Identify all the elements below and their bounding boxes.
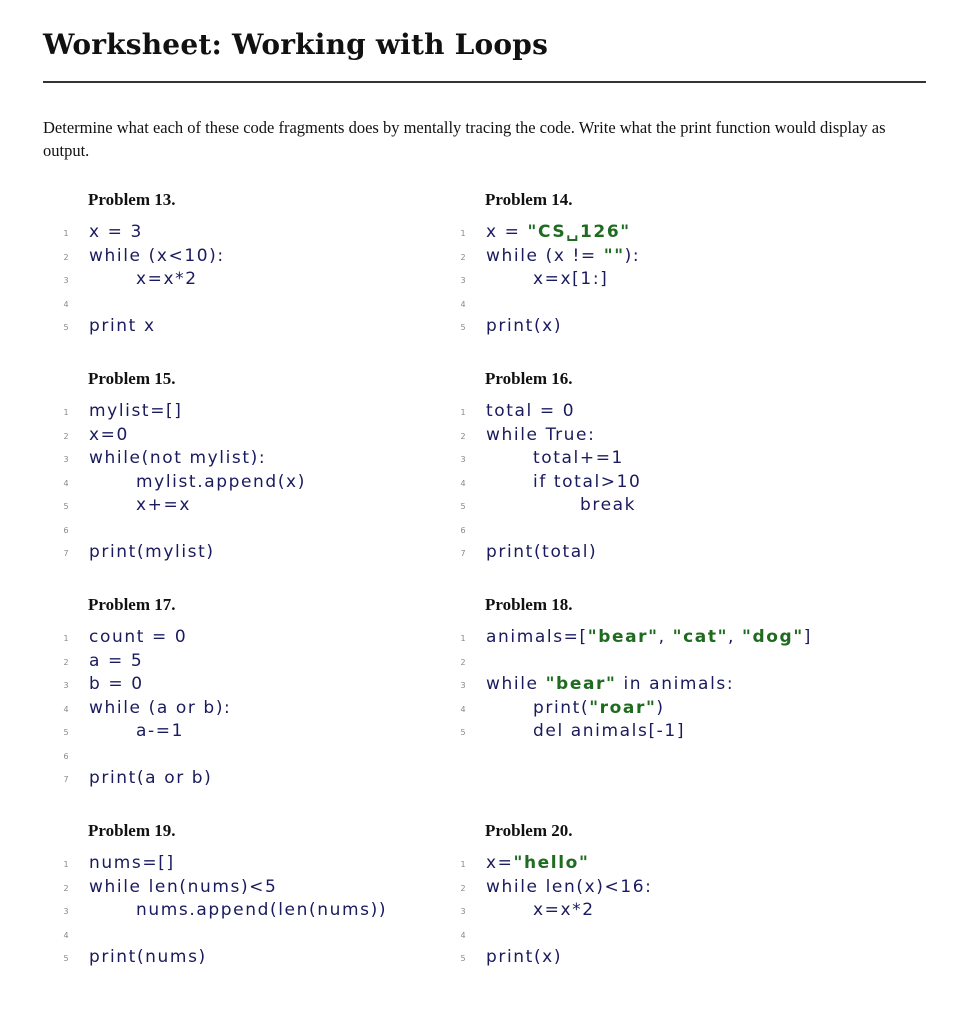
code-line <box>439 316 879 340</box>
line-number: 2 <box>63 252 69 262</box>
line-number: 1 <box>63 229 69 238</box>
code-text: while (a or b): <box>89 697 232 718</box>
line-number: 4 <box>460 478 466 488</box>
line-number: 4 <box>63 478 69 488</box>
code-text: print("roar") <box>533 697 665 718</box>
code-line <box>42 293 482 317</box>
code-line <box>42 425 482 449</box>
code-text: b = 0 <box>89 674 144 694</box>
line-number: 4 <box>460 299 466 309</box>
code-line <box>439 246 879 270</box>
line-number: 5 <box>63 323 69 332</box>
code-text: mylist.append(x) <box>136 471 306 492</box>
code-line <box>439 542 879 566</box>
code-line <box>42 269 482 293</box>
code-listing <box>439 627 879 745</box>
code-listing <box>439 222 879 340</box>
code-text: while (x<10): <box>89 245 225 266</box>
code-text: x=x*2 <box>136 269 198 289</box>
line-number: 3 <box>460 681 466 690</box>
line-number: 5 <box>63 728 69 737</box>
line-number: 5 <box>63 954 69 963</box>
code-listing <box>42 627 482 792</box>
line-number: 5 <box>460 728 466 737</box>
code-line <box>439 674 879 698</box>
line-number: 3 <box>63 276 69 285</box>
string-literal: "hello" <box>513 853 590 873</box>
code-line <box>439 448 879 472</box>
code-line <box>42 877 482 901</box>
line-number: 7 <box>460 549 466 558</box>
line-number: 5 <box>460 954 466 963</box>
string-literal: "bear" <box>587 627 659 647</box>
line-number: 1 <box>460 634 466 643</box>
code-line <box>439 651 879 675</box>
code-listing <box>439 401 879 566</box>
problem-title: Problem 20. <box>485 821 573 840</box>
code-listing <box>42 401 482 566</box>
code-line <box>42 698 482 722</box>
code-text: while (x != ""): <box>486 245 641 266</box>
code-text: print(x) <box>486 947 563 967</box>
code-line <box>42 674 482 698</box>
code-line <box>42 947 482 971</box>
code-text: print x <box>89 316 156 336</box>
code-line <box>439 924 879 948</box>
line-number: 7 <box>63 775 69 784</box>
string-literal: "bear" <box>545 674 617 694</box>
code-listing <box>439 853 879 971</box>
code-line <box>439 222 879 246</box>
code-line <box>42 495 482 519</box>
code-line <box>42 853 482 877</box>
problem-title: Problem 18. <box>485 595 573 614</box>
string-literal: "roar" <box>589 697 657 718</box>
code-line <box>439 401 879 425</box>
code-text: print(x) <box>486 316 563 336</box>
code-text: x = "CS␣126" <box>486 222 631 242</box>
code-line <box>42 519 482 543</box>
line-number: 4 <box>63 299 69 309</box>
code-text: x = 3 <box>89 222 143 242</box>
code-line <box>439 425 879 449</box>
code-line <box>439 269 879 293</box>
code-line <box>439 900 879 924</box>
code-text: nums.append(len(nums)) <box>136 900 388 920</box>
string-literal: "CS␣126" <box>527 222 631 242</box>
line-number: 1 <box>63 860 69 869</box>
code-line <box>42 900 482 924</box>
code-text: total = 0 <box>486 401 576 421</box>
code-line <box>439 877 879 901</box>
code-line <box>42 768 482 792</box>
code-line <box>42 721 482 745</box>
code-text: print(mylist) <box>89 542 215 562</box>
line-number: 2 <box>460 657 466 667</box>
code-line <box>42 627 482 651</box>
code-line <box>42 651 482 675</box>
line-number: 1 <box>460 408 466 417</box>
code-line <box>439 721 879 745</box>
code-text: x=x[1:] <box>533 269 609 289</box>
line-number: 2 <box>63 657 69 667</box>
code-text: print(nums) <box>89 947 207 967</box>
code-line <box>42 924 482 948</box>
code-text: a-=1 <box>136 721 185 741</box>
problem-title: Problem 15. <box>88 369 176 388</box>
line-number: 5 <box>63 502 69 511</box>
line-number: 3 <box>63 455 69 464</box>
code-text: while len(nums)<5 <box>89 876 278 897</box>
code-line <box>439 495 879 519</box>
problem-title: Problem 13. <box>88 190 176 209</box>
line-number: 3 <box>460 455 466 464</box>
code-text: total+=1 <box>533 448 624 468</box>
problem-title: Problem 17. <box>88 595 176 614</box>
line-number: 6 <box>63 751 69 761</box>
code-line <box>42 448 482 472</box>
string-literal: "cat" <box>672 627 729 647</box>
code-text: nums=[] <box>89 853 175 873</box>
instructions: Determine what each of these code fragments does by mentally tracing the code. Write what the print function would display as output. <box>43 118 886 160</box>
line-number: 3 <box>63 907 69 916</box>
code-line <box>42 316 482 340</box>
code-text: x=x*2 <box>533 900 595 920</box>
code-text: if total>10 <box>533 471 642 492</box>
line-number: 7 <box>63 549 69 558</box>
code-line <box>439 519 879 543</box>
code-line <box>42 246 482 270</box>
code-line <box>439 853 879 877</box>
line-number: 5 <box>460 323 466 332</box>
line-number: 3 <box>460 907 466 916</box>
code-line <box>42 745 482 769</box>
line-number: 5 <box>460 502 466 511</box>
string-literal: "dog" <box>742 627 804 647</box>
line-number: 1 <box>460 860 466 869</box>
title-rule <box>43 81 926 83</box>
code-text: print(a or b) <box>89 768 213 788</box>
problem-title: Problem 16. <box>485 369 573 388</box>
line-number: 2 <box>63 883 69 893</box>
code-text: while "bear" in animals: <box>486 674 735 694</box>
line-number: 2 <box>460 252 466 262</box>
line-number: 4 <box>460 704 466 714</box>
code-line <box>42 401 482 425</box>
page-title: Worksheet: Working with Loops <box>43 28 549 61</box>
code-text: mylist=[] <box>89 401 183 421</box>
line-number: 1 <box>63 634 69 643</box>
string-literal: "" <box>603 245 625 266</box>
code-text: break <box>580 495 637 515</box>
line-number: 3 <box>63 681 69 690</box>
code-line <box>439 698 879 722</box>
code-text: animals=["bear", "cat", "dog"] <box>486 627 813 647</box>
problem-title: Problem 19. <box>88 821 176 840</box>
line-number: 6 <box>460 525 466 535</box>
code-text: x+=x <box>136 495 192 515</box>
code-text: x="hello" <box>486 853 590 873</box>
line-number: 3 <box>460 276 466 285</box>
problem-title: Problem 14. <box>485 190 573 209</box>
code-listing <box>42 222 482 340</box>
code-text: x=0 <box>89 424 129 445</box>
code-line <box>42 222 482 246</box>
code-line <box>439 293 879 317</box>
line-number: 2 <box>460 883 466 893</box>
line-number: 1 <box>63 408 69 417</box>
line-number: 2 <box>63 431 69 441</box>
code-listing <box>42 853 482 971</box>
code-line <box>42 472 482 496</box>
code-line <box>42 542 482 566</box>
line-number: 4 <box>63 704 69 714</box>
code-text: a = 5 <box>89 650 144 671</box>
code-text: print(total) <box>486 542 598 562</box>
code-line <box>439 472 879 496</box>
line-number: 1 <box>460 229 466 238</box>
line-number: 6 <box>63 525 69 535</box>
line-number: 4 <box>63 930 69 940</box>
line-number: 2 <box>460 431 466 441</box>
code-line <box>439 947 879 971</box>
line-number: 4 <box>460 930 466 940</box>
code-text: while len(x)<16: <box>486 876 653 897</box>
code-line <box>439 627 879 651</box>
code-text: while(not mylist): <box>89 448 267 468</box>
code-text: count = 0 <box>89 627 188 647</box>
code-text: del animals[-1] <box>533 721 686 741</box>
code-text: while True: <box>486 424 596 445</box>
